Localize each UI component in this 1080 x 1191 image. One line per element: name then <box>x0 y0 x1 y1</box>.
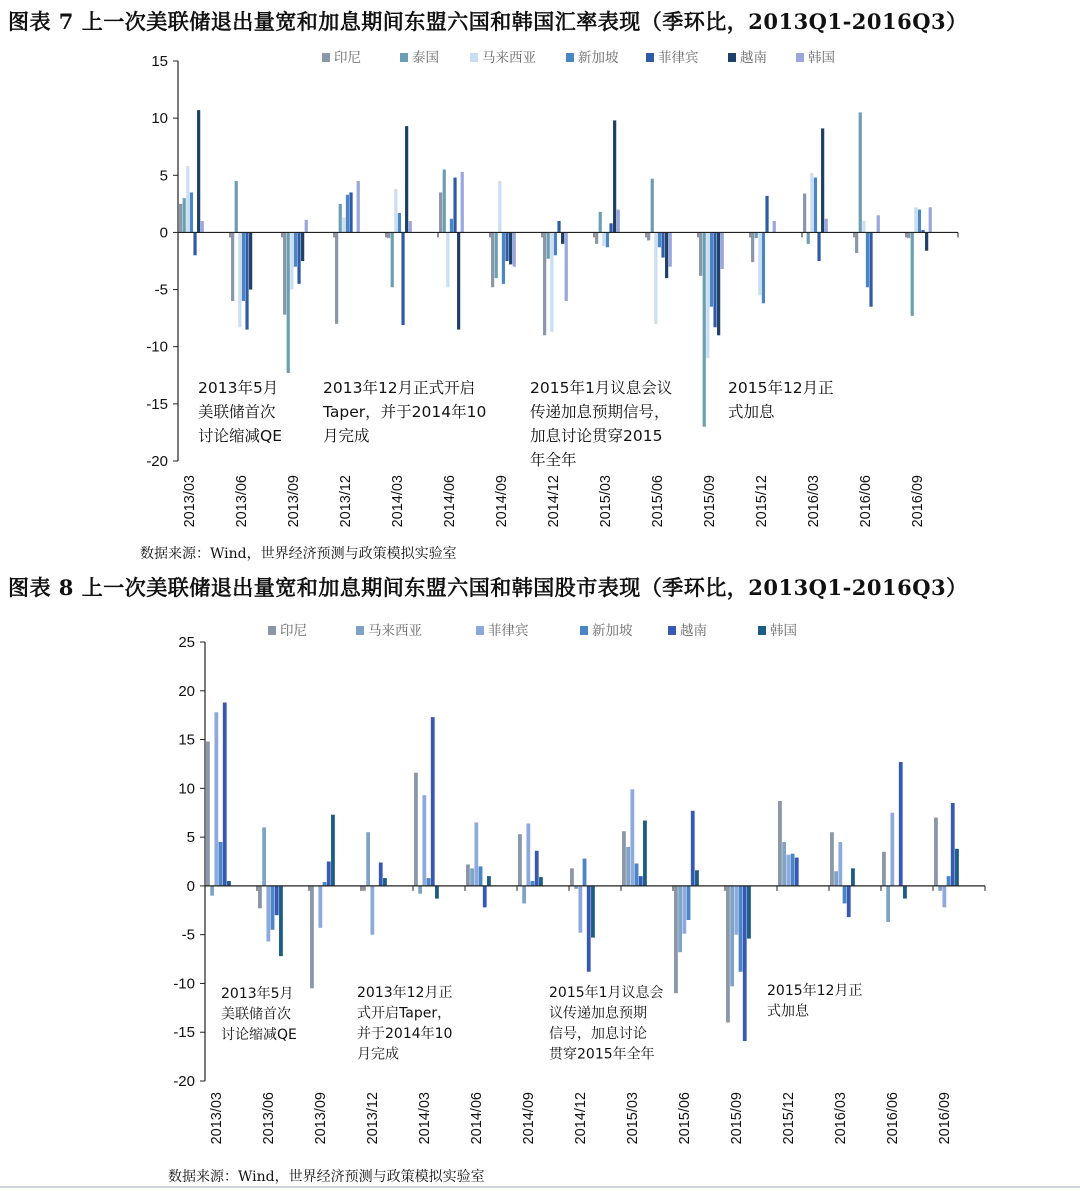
legend-label-菲律宾: 菲律宾 <box>488 623 529 639</box>
bar-印尼-2013/12 <box>362 886 366 891</box>
annotation-line: 2013年12月正式开启 <box>323 379 476 397</box>
bar-菲律宾-2014/06 <box>474 822 478 885</box>
annotation-line: 2015年1月议息会议 <box>530 379 673 397</box>
bar-越南-2014/03 <box>431 717 435 886</box>
legend-label-泰国: 泰国 <box>412 50 439 66</box>
bar-马来西亚-2015/03 <box>626 847 630 886</box>
annotation-line: 式开启Taper， <box>357 1005 452 1022</box>
x-tick-label-2013/09: 2013/09 <box>286 475 302 528</box>
x-tick-label-2013/12: 2013/12 <box>365 1092 381 1145</box>
y-tick-label: -15 <box>173 1024 195 1042</box>
legend-swatch-菲律宾 <box>476 626 484 635</box>
x-tick-label-2013/09: 2013/09 <box>313 1092 329 1145</box>
x-tick-label-2016/09: 2016/09 <box>937 1092 953 1145</box>
bar-印尼-2015/03 <box>622 831 626 886</box>
bar-韩国-2015/06 <box>695 870 699 886</box>
x-tick-label-2014/12: 2014/12 <box>573 1092 589 1145</box>
bar-马来西亚-2014/06 <box>470 868 474 886</box>
bar-菲律宾-2015/12 <box>786 855 790 886</box>
bar-新加坡-2013/06 <box>271 886 275 930</box>
bar-马来西亚-2015/09 <box>730 886 734 986</box>
bar-马来西亚-2016/03 <box>834 871 838 886</box>
annotation-line: 2015年12月正 <box>728 379 834 397</box>
annotation-line: 贯穿2015年全年 <box>549 1046 655 1063</box>
bar-菲律宾-2014/03 <box>422 795 426 886</box>
bar-新加坡-2015/09 <box>739 886 743 972</box>
annotation-line: 2015年12月正 <box>767 983 863 999</box>
legend-swatch-韩国 <box>758 626 766 635</box>
x-tick-label-2015/06: 2015/06 <box>677 1092 693 1145</box>
bar-印尼-2014/03 <box>414 773 418 886</box>
annotation-line: 2015年1月议息会 <box>549 985 664 1001</box>
legend-swatch-越南 <box>668 626 676 635</box>
x-tick-label-2014/06: 2014/06 <box>442 475 458 528</box>
y-tick-label: -5 <box>154 281 168 299</box>
x-tick-label-2014/03: 2014/03 <box>390 475 406 528</box>
x-tick-label-2015/09: 2015/09 <box>729 1092 745 1145</box>
legend-label-印尼: 印尼 <box>334 50 361 66</box>
bar-菲律宾-2013/03 <box>214 712 218 886</box>
x-tick-label-2015/12: 2015/12 <box>781 1092 797 1145</box>
y-tick-label: 20 <box>178 682 195 700</box>
annotation-line: 2013年5月 <box>198 379 279 397</box>
bar-菲律宾-2013/12 <box>370 886 374 935</box>
legend-swatch-新加坡 <box>580 626 588 635</box>
bar-韩国-2013/09 <box>331 815 335 886</box>
annotation-line: 传递加息预期信号， <box>530 403 670 421</box>
legend-label-韩国: 韩国 <box>770 623 797 639</box>
bar-菲律宾-2015/03 <box>630 789 634 886</box>
bar-新加坡-2016/03 <box>843 886 847 904</box>
bar-越南-2015/09 <box>743 886 747 1041</box>
bar-新加坡-2014/06 <box>479 866 483 886</box>
y-tick-label: 15 <box>178 731 195 749</box>
y-tick-label: 10 <box>151 110 168 128</box>
bar-韩国-2014/06 <box>487 876 491 886</box>
x-tick-label-2016/03: 2016/03 <box>833 1092 849 1145</box>
x-tick-label-2013/03: 2013/03 <box>182 475 198 528</box>
annotation-line: 讨论缩减QE <box>198 427 282 445</box>
annotation-2 <box>357 984 452 1063</box>
annotation-1 <box>221 985 297 1043</box>
bar-印尼-2015/06 <box>674 886 678 993</box>
annotation-line: 月完成 <box>323 427 370 445</box>
bar-印尼-2016/09 <box>934 818 938 886</box>
bar-马来西亚-2014/03 <box>418 886 422 894</box>
bar-越南-2016/09 <box>951 803 955 886</box>
bottom-divider <box>0 1186 1080 1188</box>
bar-韩国-2016/09 <box>955 849 959 886</box>
x-tick-label-2015/03: 2015/03 <box>598 475 614 528</box>
x-tick-label-2014/09: 2014/09 <box>521 1092 537 1145</box>
y-tick-label: -20 <box>146 453 168 470</box>
bar-菲律宾-2016/09 <box>942 886 946 907</box>
legend-label-菲律宾: 菲律宾 <box>658 50 699 66</box>
bar-新加坡-2015/06 <box>687 886 691 920</box>
annotation-line: Taper，并于2014年10 <box>323 403 487 421</box>
y-tick-label: 5 <box>159 167 168 185</box>
bar-韩国-2014/09 <box>539 877 543 886</box>
bar-印尼-2013/03 <box>206 742 210 886</box>
legend-label-印尼: 印尼 <box>280 623 307 639</box>
bar-越南-2014/12 <box>587 886 591 972</box>
bar-马来西亚-2014/09 <box>522 886 526 904</box>
bar-马来西亚-2013/12 <box>366 832 370 886</box>
figure-8-title: 图表 8 上一次美联储退出量宽和加息期间东盟六国和韩国股市表现（季环比，2013Q1-2016Q3） <box>8 575 968 600</box>
bar-韩国-2016/06 <box>903 886 907 899</box>
bar-韩国-2013/06 <box>279 886 283 956</box>
bar-新加坡-2014/09 <box>531 881 535 886</box>
annotation-line: 加息讨论贯穿2015 <box>530 427 663 445</box>
y-tick-label: -15 <box>146 395 168 413</box>
legend-label-马来西亚: 马来西亚 <box>368 623 422 639</box>
annotation-3 <box>549 984 664 1063</box>
bar-越南-2015/06 <box>691 811 695 886</box>
annotation-4 <box>767 982 862 1020</box>
bar-菲律宾-2016/03 <box>838 842 842 886</box>
legend-label-韩国: 韩国 <box>808 50 835 66</box>
bar-越南-2015/12 <box>795 858 799 886</box>
annotation-line: 美联储首次 <box>198 403 276 421</box>
x-tick-label-2013/06: 2013/06 <box>234 475 250 528</box>
bar-越南-2015/03 <box>639 876 643 886</box>
bar-韩国-2015/03 <box>643 821 647 886</box>
bar-马来西亚-2016/06 <box>886 886 890 922</box>
annotation-line: 月完成 <box>357 1046 399 1063</box>
x-tick-label-2015/06: 2015/06 <box>650 475 666 528</box>
x-tick-label-2015/12: 2015/12 <box>754 475 770 528</box>
bar-韩国-2013/12 <box>383 878 387 886</box>
bar-越南-2013/09 <box>327 862 331 886</box>
bar-菲律宾-2013/06 <box>266 886 270 942</box>
bar-新加坡-2014/03 <box>427 878 431 886</box>
bar-越南-2014/09 <box>535 851 539 886</box>
y-tick-label: 0 <box>159 224 168 242</box>
legend-swatch-马来西亚 <box>356 626 364 635</box>
x-tick-label-2016/03: 2016/03 <box>806 475 822 528</box>
bar-韩国-2016/03 <box>851 868 855 886</box>
bar-新加坡-2014/12 <box>583 859 587 886</box>
bar-越南-2016/03 <box>847 886 851 917</box>
bar-越南-2013/03 <box>223 702 227 885</box>
y-tick-label: 5 <box>186 829 195 847</box>
bar-韩国-2013/03 <box>227 881 231 886</box>
bar-印尼-2015/09 <box>726 886 730 1023</box>
annotation-line: 美联储首次 <box>221 1006 291 1023</box>
bar-马来西亚-2013/03 <box>210 886 214 896</box>
bar-马来西亚-2016/09 <box>938 886 942 891</box>
x-tick-label-2013/06: 2013/06 <box>261 1092 277 1145</box>
annotation-line: 议传递加息预期 <box>549 1005 647 1022</box>
bar-韩国-2015/09 <box>747 886 751 939</box>
legend-label-新加坡: 新加坡 <box>592 623 633 639</box>
bar-新加坡-2015/12 <box>791 854 795 886</box>
annotation-line: 2013年12月正 <box>357 985 453 1001</box>
bar-菲律宾-2015/06 <box>682 886 686 934</box>
annotation-line: 并于2014年10 <box>357 1026 453 1042</box>
figure-7-title: 图表 7 上一次美联储退出量宽和加息期间东盟六国和韩国汇率表现（季环比，2013Q1-2016Q3） <box>8 9 968 34</box>
bar-菲律宾-2014/09 <box>526 823 530 885</box>
figure-7-source: 数据来源：Wind，世界经济预测与政策模拟实验室 <box>140 546 457 562</box>
x-tick-label-2014/06: 2014/06 <box>469 1092 485 1145</box>
bar-新加坡-2016/09 <box>947 876 951 886</box>
bar-越南-2013/06 <box>275 886 279 915</box>
bar-越南-2014/06 <box>483 886 487 907</box>
x-tick-label-2016/06: 2016/06 <box>885 1092 901 1145</box>
x-tick-label-2015/09: 2015/09 <box>702 475 718 528</box>
annotation-line: 式加息 <box>728 403 775 421</box>
annotation-line: 信号，加息讨论 <box>549 1026 647 1042</box>
bar-韩国-2014/12 <box>591 886 595 938</box>
bar-印尼-2016/06 <box>882 852 886 886</box>
x-tick-label-2013/12: 2013/12 <box>338 475 354 528</box>
bar-菲律宾-2013/09 <box>318 886 322 928</box>
legend-swatch-印尼 <box>268 626 276 635</box>
bar-马来西亚-2015/06 <box>678 886 682 952</box>
x-tick-label-2014/12: 2014/12 <box>546 475 562 528</box>
y-tick-label: -10 <box>146 338 168 356</box>
legend-label-越南: 越南 <box>680 623 707 639</box>
bar-菲律宾-2015/09 <box>734 886 738 935</box>
y-tick-label: 0 <box>186 877 195 895</box>
x-tick-label-2014/09: 2014/09 <box>494 475 510 528</box>
bar-印尼-2014/12 <box>570 868 574 886</box>
bar-新加坡-2013/03 <box>219 842 223 886</box>
y-tick-label: 10 <box>178 780 195 798</box>
bar-越南-2013/12 <box>379 862 383 885</box>
x-tick-label-2016/06: 2016/06 <box>858 475 874 528</box>
figure-8-source: 数据来源：Wind，世界经济预测与政策模拟实验室 <box>168 1169 485 1185</box>
bar-印尼-2015/12 <box>778 801 782 886</box>
bar-印尼-2013/09 <box>310 886 314 988</box>
bar-马来西亚-2015/12 <box>782 842 786 886</box>
annotation-line: 讨论缩减QE <box>221 1027 297 1043</box>
y-tick-label: -5 <box>181 926 195 944</box>
bar-马来西亚-2013/06 <box>262 827 266 886</box>
legend-label-新加坡: 新加坡 <box>578 50 619 66</box>
x-tick-label-2016/09: 2016/09 <box>910 475 926 528</box>
x-tick-label-2014/03: 2014/03 <box>417 1092 433 1145</box>
bar-新加坡-2015/03 <box>635 863 639 885</box>
y-tick-label: 25 <box>178 634 195 651</box>
annotation-line: 2013年5月 <box>221 986 294 1002</box>
y-tick-label: 15 <box>151 53 168 70</box>
x-tick-label-2015/03: 2015/03 <box>625 1092 641 1145</box>
legend-label-马来西亚: 马来西亚 <box>482 50 536 66</box>
bar-印尼-2014/09 <box>518 834 522 886</box>
annotation-line: 式加息 <box>767 1003 809 1020</box>
x-tick-label-2013/03: 2013/03 <box>209 1092 225 1145</box>
bar-印尼-2016/03 <box>830 832 834 886</box>
bar-菲律宾-2016/06 <box>890 813 894 886</box>
bar-印尼-2014/06 <box>466 864 470 885</box>
bar-菲律宾-2014/12 <box>578 886 582 933</box>
bar-韩国-2014/03 <box>435 886 439 899</box>
legend-label-越南: 越南 <box>740 50 767 66</box>
y-tick-label: -20 <box>173 1073 195 1090</box>
y-tick-label: -10 <box>173 975 195 993</box>
bar-印尼-2013/06 <box>258 886 262 908</box>
annotation-line: 年全年 <box>530 451 577 469</box>
bar-越南-2016/06 <box>899 762 903 886</box>
